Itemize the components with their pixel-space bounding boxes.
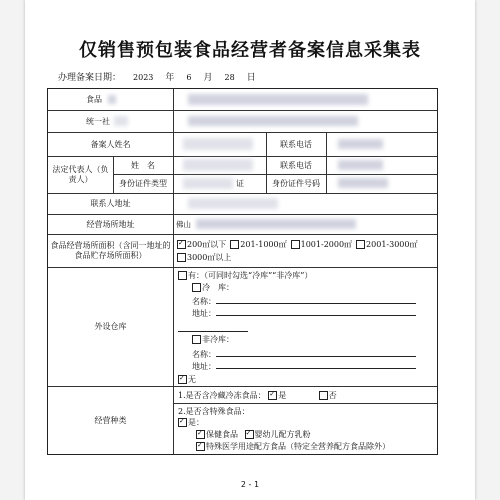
label-store-name: 食品 bbox=[86, 95, 102, 104]
cold-food-no[interactable]: 否 bbox=[319, 391, 337, 400]
area-options bbox=[177, 237, 435, 265]
area-0-checkbox[interactable] bbox=[177, 240, 186, 249]
info-table bbox=[47, 88, 438, 455]
filing-date bbox=[58, 70, 256, 83]
label-filer-phone: 联系电话 bbox=[280, 139, 312, 149]
date-month-unit: 月 bbox=[203, 73, 213, 83]
noncold-storage[interactable]: 非冷库： bbox=[192, 334, 234, 345]
address-prefix: 佛山 bbox=[176, 219, 191, 229]
cold-addr-label: 地址： bbox=[192, 309, 216, 318]
warehouse-section bbox=[178, 270, 434, 384]
cold-name-label: 名称： bbox=[192, 297, 216, 306]
label-legal-phone: 联系电话 bbox=[280, 160, 312, 170]
infant-formula[interactable]: ✓ 婴幼儿配方乳粉 bbox=[245, 430, 311, 439]
cold-checkbox[interactable] bbox=[192, 283, 201, 292]
page-number: 2 - 1 bbox=[240, 480, 260, 489]
area-option-0[interactable]: ✓200㎡以下 bbox=[177, 239, 226, 250]
noncold-addr-label: 地址： bbox=[192, 362, 216, 371]
cold-addr-field[interactable] bbox=[216, 306, 416, 316]
cold-food-yes[interactable]: ✓ 是 bbox=[268, 391, 286, 400]
label-business-address: 经营场所地址 bbox=[86, 219, 135, 229]
cold-addr-row bbox=[192, 306, 416, 319]
noncold-addr-field[interactable] bbox=[216, 359, 416, 369]
area-option-1[interactable]: 201-1000㎡ bbox=[230, 239, 286, 250]
medical-food-checkbox[interactable] bbox=[196, 442, 205, 451]
special-yes-checkbox[interactable] bbox=[178, 418, 187, 427]
label-warehouse: 外设仓库 bbox=[94, 322, 127, 331]
date-month: 6 bbox=[186, 73, 192, 82]
special-food-yes[interactable]: ✓是： bbox=[178, 417, 204, 428]
noncold-addr-row bbox=[192, 359, 416, 372]
label-area: 食品经营场所面积（含同一地址的食品贮存场所面积） bbox=[50, 240, 171, 260]
area-1-checkbox[interactable] bbox=[230, 240, 239, 249]
area-option-4[interactable]: 3000㎡以上 bbox=[177, 252, 231, 263]
divider-line bbox=[178, 322, 248, 334]
warehouse-none[interactable]: ✓无 bbox=[178, 374, 196, 385]
health-food[interactable]: ✓保健食品 bbox=[196, 430, 238, 439]
noncold-name-field[interactable] bbox=[216, 347, 416, 357]
area-3-checkbox[interactable] bbox=[356, 240, 365, 249]
label-credit-code: 统一社 bbox=[86, 116, 110, 126]
date-year: 2023 bbox=[133, 73, 154, 82]
label-id-type: 身份证件类型 bbox=[119, 179, 167, 188]
category-section bbox=[178, 389, 434, 453]
infant-formula-checkbox[interactable] bbox=[245, 430, 254, 439]
health-food-checkbox[interactable] bbox=[196, 430, 205, 439]
label-filer-name: 备案人姓名 bbox=[90, 139, 131, 149]
q-special-food: 2.是否含特殊食品： bbox=[178, 407, 250, 416]
date-day-unit: 日 bbox=[246, 73, 256, 83]
area-option-2[interactable]: 1001-2000㎡ bbox=[291, 239, 352, 250]
special-types-row bbox=[196, 429, 311, 440]
noncold-checkbox[interactable] bbox=[192, 335, 201, 344]
label-legal-name: 姓 名 bbox=[131, 160, 155, 170]
area-2-checkbox[interactable] bbox=[291, 240, 300, 249]
area-4-checkbox[interactable] bbox=[177, 253, 186, 262]
noncold-name-label: 名称： bbox=[192, 350, 216, 359]
area-option-3[interactable]: 2001-3000㎡ bbox=[356, 239, 417, 250]
date-year-unit: 年 bbox=[165, 73, 175, 83]
label-legal-rep: 法定代表人（负责人） bbox=[52, 164, 109, 184]
cold-food-yes-checkbox[interactable] bbox=[268, 391, 277, 400]
label-contact-address: 联系人地址 bbox=[90, 199, 131, 208]
label-id-number: 身份证件号码 bbox=[272, 179, 320, 188]
document-page bbox=[25, 0, 475, 500]
form-title: 仅销售预包装食品经营者备案信息采集表 bbox=[79, 40, 421, 61]
medical-food[interactable]: ✓特殊医学用途配方食品（特定全营养配方食品除外） bbox=[196, 441, 390, 452]
label-category: 经营种类 bbox=[94, 415, 127, 425]
warehouse-has-checkbox[interactable] bbox=[178, 271, 187, 280]
cold-storage[interactable]: 冷 库： bbox=[192, 282, 234, 293]
id-type-suffix: 证 bbox=[236, 179, 244, 188]
q-cold-food: 1.是否含冷藏冷冻食品： ✓ 是 否 bbox=[178, 390, 337, 401]
cold-name-field[interactable] bbox=[216, 294, 416, 304]
warehouse-none-checkbox[interactable] bbox=[178, 375, 187, 384]
date-label: 办理备案日期： bbox=[58, 73, 122, 83]
warehouse-has[interactable]: 有：（可同时勾选“冷库”“非冷库”） bbox=[178, 270, 312, 281]
cold-food-no-checkbox[interactable] bbox=[319, 391, 328, 400]
date-day: 28 bbox=[224, 73, 235, 82]
